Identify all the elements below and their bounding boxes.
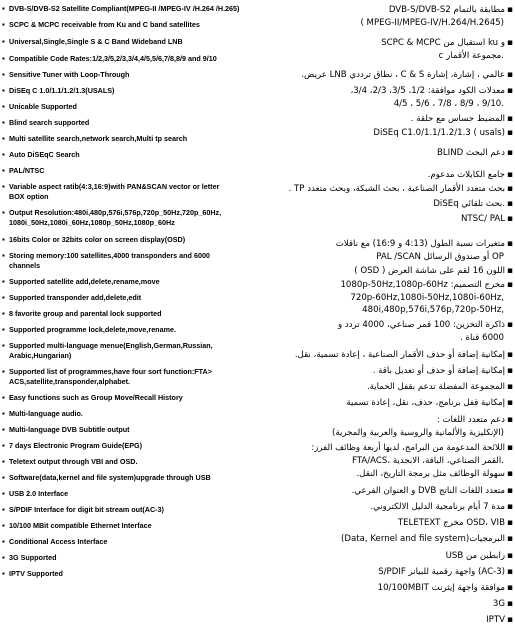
bullet-icon: ▪	[2, 134, 5, 143]
bullet-icon: ▪	[2, 118, 5, 127]
en-feature-item	[2, 251, 256, 271]
ar-feature-text: 4/5 ، 5/6 ، 7/8 ، 8/9 ، 9/10.	[393, 98, 504, 109]
en-feature-text: Auto DiSEqC Search	[9, 150, 80, 159]
ar-feature-text: دعم متعدد اللغات :	[436, 415, 505, 425]
ar-feature-text: 3G	[492, 599, 505, 609]
ar-feature-line	[261, 332, 513, 345]
en-feature-item	[2, 134, 256, 144]
en-feature-item	[2, 54, 256, 64]
ar-feature-line	[261, 69, 513, 82]
ar-feature-line	[261, 183, 513, 196]
ar-feature-text: ( MPEG-II/MPEG-IV/H.264/H.2645)	[360, 17, 504, 28]
ar-feature-text: IPTV	[486, 615, 505, 625]
en-feature-line	[9, 393, 183, 402]
en-feature-line	[9, 521, 152, 530]
ar-feature-text: البرمجيات(Data, Kernel and file system)	[340, 534, 505, 544]
en-feature-line	[9, 367, 212, 376]
bullet-icon: ▪	[506, 114, 513, 124]
en-feature-text: Supported transponder add,delete,edit	[9, 293, 142, 302]
en-feature-text: Easy functions such as Group Move/Recall History	[9, 393, 183, 402]
bullet-icon: ▪	[2, 309, 5, 318]
bullet-icon: ▪	[506, 239, 513, 249]
en-feature-text: DiSEq C 1.0/1.1/1.2/1.3(USALS)	[9, 86, 115, 95]
bullet-icon: ▪	[506, 486, 513, 496]
arabic-spec-column	[258, 0, 515, 640]
ar-feature-item	[261, 501, 513, 514]
en-feature-text: Supported programme lock,delete,move,rename.	[9, 325, 176, 334]
en-feature-text: Sensitive Tuner with Loop-Through	[9, 70, 130, 79]
en-feature-line	[9, 86, 114, 95]
ar-feature-item	[261, 365, 513, 378]
ar-feature-item	[261, 598, 513, 611]
bullet-icon: ▪	[2, 473, 5, 482]
bullet-icon: ▪	[2, 393, 5, 402]
en-feature-text: Conditional Access Interface	[9, 537, 108, 546]
ar-feature-item	[261, 468, 513, 481]
en-feature-text: 8 favorite group and parental lock supported	[9, 309, 162, 318]
ar-feature-item	[261, 381, 513, 394]
ar-feature-line	[261, 147, 513, 160]
bullet-icon: ▪	[2, 251, 5, 260]
en-feature-item	[2, 553, 256, 563]
ar-feature-line	[261, 265, 513, 278]
ar-feature-line	[261, 251, 513, 264]
ar-feature-item	[261, 397, 513, 410]
ar-feature-text: 720p-60Hz,1080i-50Hz,1080i-60Hz,	[350, 292, 504, 303]
ar-feature-line	[261, 213, 513, 226]
en-feature-text: SCPC & MCPC receivable from Ku and C band satellites	[9, 20, 200, 29]
en-feature-line	[9, 182, 219, 191]
en-feature-text: Unicable Supported	[9, 102, 77, 111]
en-feature-text: 16bits Color or 32bits color on screen display(OSD)	[9, 235, 186, 244]
bullet-icon: ▪	[2, 150, 5, 159]
en-feature-item	[2, 489, 256, 499]
en-feature-text: Output Resolution:480i,480p,576i,576p,720p_50Hz,720p_60Hz,	[9, 208, 222, 217]
ar-feature-line	[261, 427, 513, 440]
en-feature-line	[9, 134, 187, 143]
ar-feature-line	[261, 292, 513, 305]
ar-feature-line	[261, 365, 513, 378]
ar-feature-text: متعدد اللغات الناتج DVB و العنوان الفرعي.	[351, 486, 505, 496]
en-feature-line	[9, 251, 210, 260]
ar-feature-text: اللائحة المدعومة من البرامج، لديها أربعة وظائف الفرز:	[311, 443, 505, 453]
en-feature-text: BOX option	[9, 192, 49, 201]
en-feature-item	[2, 235, 256, 245]
ar-feature-line	[261, 127, 513, 140]
en-feature-text: DVB-S/DVB-S2 Satellite Compliant(MPEG-II /MPEG-IV /H.264 /H.265)	[9, 4, 240, 13]
ar-feature-item	[261, 147, 513, 160]
bullet-icon: ▪	[506, 502, 513, 512]
ar-feature-item	[261, 37, 513, 62]
en-feature-text: Supported list of programmes,have four sort function:FTA>	[9, 367, 212, 376]
en-feature-item	[2, 277, 256, 287]
bullet-icon: ▪	[506, 551, 513, 561]
en-feature-line	[9, 341, 213, 350]
ar-feature-item	[261, 550, 513, 563]
bullet-icon: ▪	[2, 182, 5, 191]
ar-feature-text: إمكانية إضافة أو حذف الأقمار الصناعية ، إعادة تسمية، نقل.	[294, 350, 505, 360]
en-feature-text: ACS,satellite,transponder,alphabet.	[9, 377, 131, 386]
en-feature-item	[2, 521, 256, 531]
ar-feature-item	[261, 485, 513, 498]
en-feature-item	[2, 150, 256, 160]
en-feature-text: Blind search supported	[9, 118, 90, 127]
bullet-icon: ▪	[2, 293, 5, 302]
bullet-icon: ▪	[2, 70, 5, 79]
bullet-icon: ▪	[506, 415, 513, 425]
bullet-icon: ▪	[506, 443, 513, 453]
ar-feature-line	[261, 85, 513, 98]
ar-feature-text: متغيرات نسبة الطول (4:13 و 16:9) مع ناقلات	[335, 239, 505, 249]
bullet-icon: ▪	[2, 341, 5, 350]
ar-feature-line	[261, 455, 513, 468]
en-feature-line	[9, 54, 217, 63]
en-feature-item	[2, 425, 256, 435]
en-feature-text: 3G Supported	[9, 553, 57, 562]
bullet-icon: ▪	[506, 366, 513, 376]
ar-feature-text: NTSC/ PAL	[460, 214, 505, 224]
ar-feature-line	[261, 17, 513, 30]
en-feature-line	[2, 218, 256, 228]
en-feature-line	[2, 261, 256, 271]
bullet-icon: ▪	[2, 102, 5, 111]
bullet-icon: ▪	[506, 148, 513, 158]
ar-feature-line	[261, 533, 513, 546]
en-feature-text: Storing memory:100 satellites,4000 transponders and 6000	[9, 251, 210, 260]
ar-feature-text: مخرج التصميم: 1080p-50Hz,1080p-60Hz	[340, 280, 505, 290]
en-feature-text: Universal,Single,Single S & C Band Wideband LNB	[9, 37, 183, 46]
en-feature-item	[2, 86, 256, 96]
ar-feature-text: 480i,480p,576i,576p,720p-50Hz,	[362, 305, 504, 315]
en-feature-line	[9, 537, 107, 546]
ar-feature-line	[261, 566, 513, 579]
ar-feature-line	[261, 319, 513, 332]
en-feature-item	[2, 293, 256, 303]
bullet-icon: ▪	[506, 615, 513, 625]
en-feature-item	[2, 309, 256, 319]
en-feature-line	[9, 409, 83, 418]
en-feature-item	[2, 118, 256, 128]
bullet-icon: ▪	[506, 398, 513, 408]
en-feature-item	[2, 393, 256, 403]
bullet-icon: ▪	[2, 537, 5, 546]
en-feature-item	[2, 208, 256, 228]
ar-feature-item	[261, 198, 513, 211]
ar-feature-item	[261, 265, 513, 278]
bullet-icon: ▪	[506, 567, 513, 577]
ar-feature-text: PAL /SCAN أو صندوق الرسائل OP	[376, 251, 504, 262]
en-feature-line	[9, 309, 162, 318]
bullet-icon: ▪	[2, 521, 5, 530]
ar-feature-text: إمكانية إضافة أو حذف أو تعديل باقة .	[372, 366, 505, 376]
en-feature-text: 1080i_50Hz,1080i_60Hz,1080p_50Hz,1080p_60Hz	[9, 218, 175, 227]
ar-feature-line	[261, 414, 513, 427]
en-feature-item	[2, 102, 256, 112]
bullet-icon: ▪	[2, 441, 5, 450]
ar-feature-item	[261, 582, 513, 595]
ar-feature-item	[261, 213, 513, 226]
en-feature-text: Supported multi-language menue(English,German,Russian,	[9, 341, 213, 350]
en-feature-text: 10/100 MBit compatible Ethernet Interface	[9, 521, 152, 530]
en-feature-text: Supported satellite add,delete,rename,move	[9, 277, 160, 286]
ar-feature-line	[261, 550, 513, 563]
ar-feature-line	[261, 279, 513, 292]
ar-feature-item	[261, 169, 513, 182]
bullet-icon: ▪	[506, 214, 513, 224]
ar-feature-text: TELETEXT مخرج OSD، VIB	[397, 518, 505, 528]
ar-feature-line	[261, 50, 513, 63]
bullet-icon: ▪	[2, 277, 5, 286]
en-feature-text: USB 2.0 Interface	[9, 489, 69, 498]
en-feature-item	[2, 367, 256, 387]
bullet-icon: ▪	[506, 599, 513, 609]
ar-feature-item	[261, 414, 513, 439]
en-feature-line	[9, 277, 160, 286]
ar-feature-text: SCPC & MCPC استقبال من ku و	[381, 38, 505, 48]
ar-feature-line	[261, 4, 513, 17]
ar-feature-line	[261, 169, 513, 182]
en-feature-line	[9, 235, 185, 244]
en-feature-line	[2, 377, 256, 387]
en-feature-item	[2, 341, 256, 361]
ar-feature-text: 10/100MBIT موافقة واجهة إيثرنت	[377, 583, 505, 593]
ar-feature-item	[261, 183, 513, 196]
bullet-icon: ▪	[506, 583, 513, 593]
ar-feature-text: ذاكرة التخزين: 100 قمر صناعي، 4000 تردد و	[337, 320, 505, 330]
bullet-icon: ▪	[2, 457, 5, 466]
bullet-icon: ▪	[506, 199, 513, 209]
bullet-icon: ▪	[2, 489, 5, 498]
ar-feature-item	[261, 566, 513, 579]
ar-feature-line	[261, 442, 513, 455]
ar-feature-text: بحث متعدد الأقمار الصناعية ، بحث الشبكة، وبحث متعدد TP .	[288, 184, 505, 194]
en-feature-line	[9, 150, 80, 159]
ar-feature-line	[261, 381, 513, 394]
en-feature-line	[9, 166, 44, 175]
ar-feature-line	[261, 113, 513, 126]
en-feature-line	[9, 489, 68, 498]
en-feature-text: PAL/NTSC	[9, 166, 45, 175]
ar-feature-text: مدة 7 أيام برنامجية الدليل الالكتروني.	[370, 502, 505, 512]
bullet-icon: ▪	[2, 569, 5, 578]
en-feature-item	[2, 182, 256, 202]
ar-feature-item	[261, 614, 513, 627]
bullet-icon: ▪	[506, 518, 513, 528]
en-feature-text: Variable aspect ratib(4:3,16:9)with PAN&SCAN vector or letter	[9, 182, 220, 191]
bullet-icon: ▪	[2, 208, 5, 217]
en-feature-line	[9, 553, 57, 562]
ar-feature-text: المضبط حساس مع حلقة .	[410, 114, 505, 124]
ar-feature-text: FTA/ACS، القمر الصناعي، الباقة، الابجدية.	[351, 455, 504, 466]
en-feature-item	[2, 166, 256, 176]
ar-feature-text: c مجموعة الأقمار.	[438, 50, 504, 61]
en-feature-item	[2, 505, 256, 515]
ar-feature-item	[261, 69, 513, 82]
ar-feature-text: المجموعة المفضلة تدعم بقفل الحماية.	[366, 382, 505, 392]
ar-feature-item	[261, 442, 513, 467]
ar-feature-line	[261, 517, 513, 530]
en-feature-line	[9, 441, 142, 450]
en-feature-line	[9, 505, 164, 514]
bullet-icon: ▪	[506, 86, 513, 96]
en-feature-line	[9, 208, 221, 217]
en-feature-item	[2, 37, 256, 47]
ar-feature-text: 6000 قناة .	[460, 332, 504, 343]
ar-feature-text: S/PDIF واجهة رقمية للبيانر (AC-3)	[378, 567, 505, 577]
en-feature-text: Teletext output through VBI and OSD.	[9, 457, 138, 466]
bullet-icon: ▪	[506, 184, 513, 194]
ar-feature-line	[261, 198, 513, 211]
bullet-icon: ▪	[2, 54, 5, 63]
ar-feature-text: جامع الكابلات مدعوم.	[427, 170, 505, 180]
bullet-icon: ▪	[2, 367, 5, 376]
en-feature-text: Multi-language audio.	[9, 409, 83, 418]
ar-feature-line	[261, 349, 513, 362]
ar-feature-text: DiSEq بحث تلقائي.	[433, 199, 505, 209]
bullet-icon: ▪	[506, 5, 513, 15]
en-feature-line	[9, 118, 89, 127]
en-feature-item	[2, 473, 256, 483]
en-feature-line	[9, 457, 137, 466]
bullet-icon: ▪	[506, 70, 513, 80]
ar-feature-line	[261, 485, 513, 498]
ar-feature-item	[261, 113, 513, 126]
bullet-icon: ▪	[2, 4, 5, 13]
bullet-icon: ▪	[506, 266, 513, 276]
ar-feature-line	[261, 304, 513, 317]
ar-feature-text: عالمي ، إشارة، إشارة C & S ، نطاق ترددي LNB عريض.	[301, 70, 505, 80]
en-feature-line	[2, 351, 256, 361]
ar-feature-text: مطابقة بالتمام DVB-S/DVB-S2	[388, 5, 505, 15]
en-feature-line	[9, 569, 63, 578]
bullet-icon: ▪	[506, 469, 513, 479]
en-feature-text: Multi-language DVB Subtitle output	[9, 425, 130, 434]
ar-feature-item	[261, 319, 513, 344]
ar-feature-item	[261, 517, 513, 530]
ar-feature-line	[261, 598, 513, 611]
en-feature-item	[2, 441, 256, 451]
ar-feature-text: رابطين من USB	[445, 551, 505, 561]
bullet-icon: ▪	[506, 534, 513, 544]
en-feature-line	[9, 425, 130, 434]
ar-feature-line	[261, 37, 513, 50]
ar-feature-text: BLIND دعم البحث	[437, 148, 505, 158]
ar-feature-text: (الإنكليزية والألمانية والروسية والعربية والمجرية)	[332, 427, 504, 438]
bullet-icon: ▪	[2, 425, 5, 434]
bullet-icon: ▪	[2, 37, 5, 46]
en-feature-item	[2, 4, 256, 14]
en-feature-line	[2, 192, 256, 202]
bullet-icon: ▪	[2, 325, 5, 334]
en-feature-item	[2, 20, 256, 30]
bullet-icon: ▪	[2, 235, 5, 244]
ar-feature-item	[261, 85, 513, 110]
bullet-icon: ▪	[506, 350, 513, 360]
bullet-icon: ▪	[2, 553, 5, 562]
bullet-icon: ▪	[2, 409, 5, 418]
bullet-icon: ▪	[2, 20, 5, 29]
ar-feature-line	[261, 582, 513, 595]
en-feature-text: Compatible Code Rates:1/2,3/5,2/3,3/4,4/5,5/6,7/8,8/9 and 9/10	[9, 54, 217, 63]
en-feature-item	[2, 409, 256, 419]
en-feature-text: Multi satellite search,network search,Multi tp search	[9, 134, 188, 143]
bullet-icon: ▪	[506, 128, 513, 138]
ar-feature-item	[261, 349, 513, 362]
bullet-icon: ▪	[2, 166, 5, 175]
bullet-icon: ▪	[506, 382, 513, 392]
ar-feature-item	[261, 279, 513, 317]
en-feature-line	[9, 70, 129, 79]
en-feature-line	[9, 4, 239, 13]
ar-feature-line	[261, 614, 513, 627]
ar-feature-item	[261, 127, 513, 140]
ar-feature-text: اللون 16 لقم على شاشة العرض ( OSD )	[354, 266, 505, 276]
en-feature-line	[9, 293, 141, 302]
en-feature-line	[9, 37, 183, 46]
ar-feature-item	[261, 238, 513, 263]
bullet-icon: ▪	[506, 38, 513, 48]
bullet-icon: ▪	[506, 320, 513, 330]
en-feature-text: channels	[9, 261, 41, 270]
en-feature-item	[2, 457, 256, 467]
bullet-icon: ▪	[2, 86, 5, 95]
en-feature-item	[2, 537, 256, 547]
en-feature-line	[9, 20, 200, 29]
en-feature-text: Arabic,Hungarian)	[9, 351, 72, 360]
ar-feature-line	[261, 397, 513, 410]
ar-feature-item	[261, 4, 513, 29]
en-feature-item	[2, 569, 256, 579]
ar-feature-text: إمكانية قفل برنامج، حذف، نقل، إعادة تسمية	[346, 398, 505, 408]
en-feature-item	[2, 325, 256, 335]
ar-feature-line	[261, 98, 513, 111]
en-feature-line	[9, 102, 77, 111]
en-feature-text: Software(data,kernel and file system)upgrade through USB	[9, 473, 211, 482]
en-feature-text: 7 days Electronic Program Guide(EPG)	[9, 441, 143, 450]
en-feature-line	[9, 325, 176, 334]
bullet-icon: ▪	[2, 505, 5, 514]
ar-feature-text: معدلات الكود موافقة: 1/2، 3/5، 2/3، 3/4،	[350, 86, 505, 96]
en-feature-line	[9, 473, 211, 482]
bullet-icon: ▪	[506, 280, 513, 290]
en-feature-text: IPTV Supported	[9, 569, 63, 578]
ar-feature-line	[261, 238, 513, 251]
ar-feature-item	[261, 533, 513, 546]
ar-feature-text: DiSEq C1.0/1.1/1.2/1.3 ( usals)	[373, 128, 505, 138]
en-feature-text: S/PDIF Interface for digit bit stream out(AC-3)	[9, 505, 164, 514]
bullet-icon: ▪	[506, 170, 513, 180]
ar-feature-line	[261, 468, 513, 481]
ar-feature-line	[261, 501, 513, 514]
en-feature-item	[2, 70, 256, 80]
ar-feature-text: سهولة الوظائف مثل برمجة التاريخ، النقل.	[356, 469, 505, 479]
